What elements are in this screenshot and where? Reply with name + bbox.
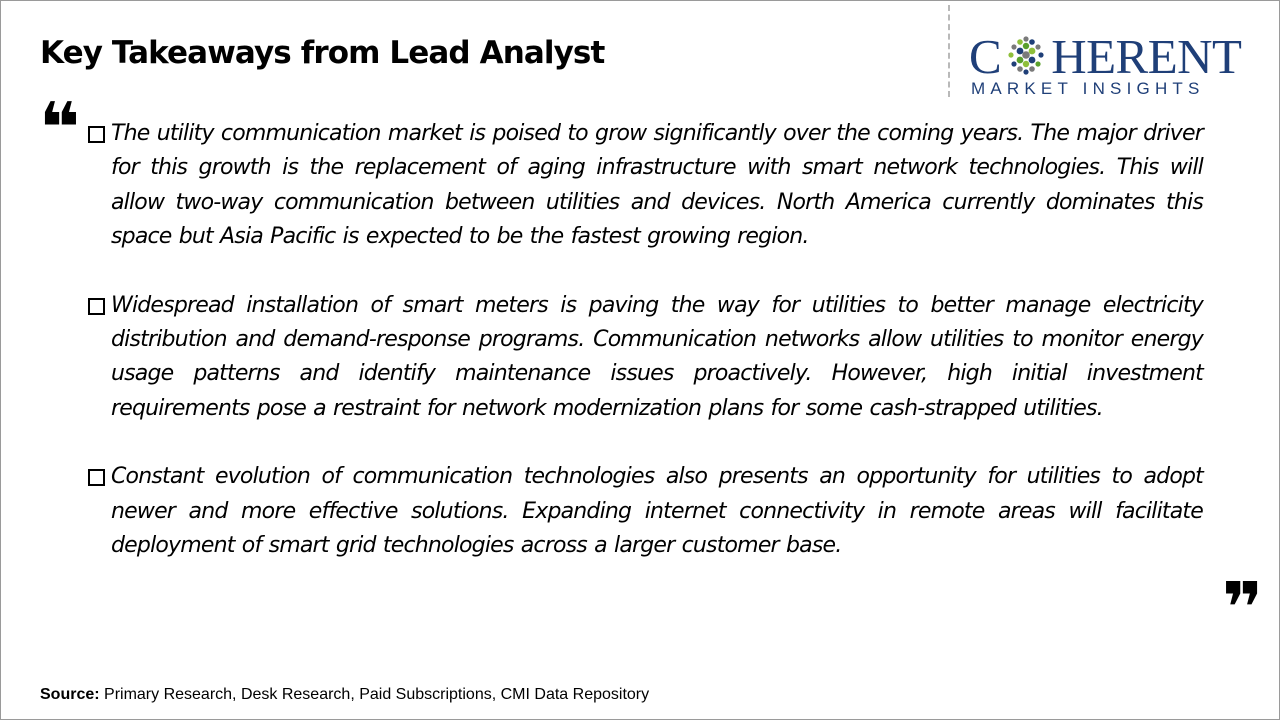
source-text: Primary Research, Desk Research, Paid Subscriptions, CMI Data Repository <box>99 686 650 703</box>
logo-letters-rest: HERENT <box>1051 29 1242 84</box>
source-label: Source: <box>40 686 100 703</box>
list-item <box>85 460 1203 563</box>
company-logo <box>967 29 1263 101</box>
logo-subtitle: MARKET INSIGHTS <box>971 79 1205 98</box>
takeaway-text: Widespread installation of smart meters is paving the way for utilities to better manage electricity distribution and demand-response programs. Communication networks allow utilities to monitor energy usage patterns and identify maintenance issues proactively. However, high initial investment requirements pose a restraint for network modernization plans for some cash-strapped utilities. <box>111 292 1203 421</box>
page-title: Key Takeaways from Lead Analyst <box>40 35 605 71</box>
source-note <box>40 686 649 704</box>
close-quote-icon: ❞ <box>1222 567 1256 649</box>
checkbox-bullet-icon <box>88 298 105 315</box>
logo-divider <box>948 5 950 97</box>
takeaway-list <box>85 117 1203 597</box>
checkbox-bullet-icon <box>88 469 105 486</box>
list-item <box>85 117 1203 255</box>
list-item <box>85 289 1203 427</box>
checkbox-bullet-icon <box>88 126 105 143</box>
takeaway-text: The utility communication market is poised to grow significantly over the coming years. The major driver for this growth is the replacement of aging infrastructure with smart network technologies. This will allow two-way communication between utilities and devices. North America currently dominates this space but Asia Pacific is expected to be the fastest growing region. <box>111 121 1203 250</box>
logo-dots-icon <box>1001 33 1051 77</box>
logo-wordmark <box>969 29 1241 85</box>
open-quote-icon: ❝ <box>39 87 73 169</box>
takeaway-text: Constant evolution of communication technologies also presents an opportunity for utilities to adopt newer and more effective solutions. Expanding internet connectivity in remote areas will facilitate deployment of smart grid technologies across a larger customer base. <box>111 464 1203 559</box>
logo-letter-c: C <box>969 29 1002 84</box>
